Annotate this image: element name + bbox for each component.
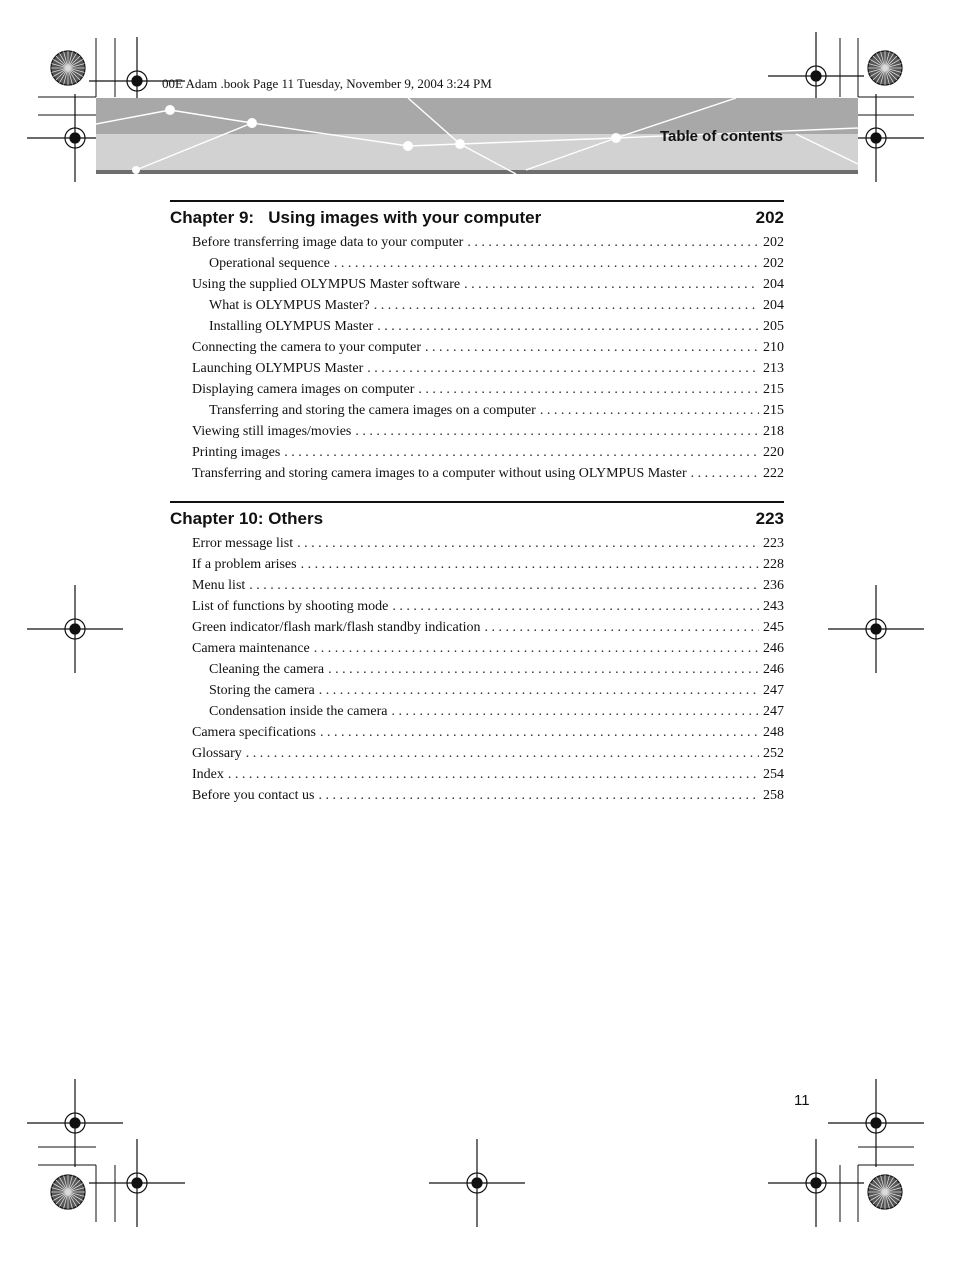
starburst-mark	[868, 1175, 902, 1209]
section-title: Table of contents	[659, 128, 783, 145]
toc-entry-page: 247	[763, 683, 784, 698]
chapter-heading	[170, 202, 784, 232]
toc-entry-title: Operational sequence	[209, 256, 330, 271]
dot-leader	[484, 617, 759, 638]
toc-entry	[170, 554, 784, 575]
toc-entry	[170, 764, 784, 785]
toc-entry	[170, 253, 784, 274]
toc-entry-title: Camera maintenance	[192, 641, 310, 656]
toc-entry-page: 202	[763, 256, 784, 271]
toc-entry	[170, 680, 784, 701]
toc-entry-title: What is OLYMPUS Master?	[209, 298, 370, 313]
toc-entry	[170, 379, 784, 400]
registration-mark	[429, 1139, 525, 1227]
dot-leader	[391, 701, 759, 722]
toc-entry-page: 236	[763, 578, 784, 593]
toc-entry	[170, 659, 784, 680]
toc-entry-title: Index	[192, 767, 224, 782]
toc-entry-page: 218	[763, 424, 784, 439]
toc-entry	[170, 701, 784, 722]
toc-entry	[170, 421, 784, 442]
toc-entry-title: Before you contact us	[192, 788, 315, 803]
toc-entries	[170, 232, 784, 484]
dot-leader	[319, 680, 759, 701]
toc-entry-page: 204	[763, 277, 784, 292]
toc-entry	[170, 316, 784, 337]
toc-entry	[170, 337, 784, 358]
dot-leader	[246, 743, 759, 764]
dot-leader	[367, 358, 759, 379]
toc-entry-title: Before transferring image data to your computer	[192, 235, 464, 250]
toc-entry-page: 223	[763, 536, 784, 551]
dot-leader	[392, 596, 759, 617]
toc-entry-page: 243	[763, 599, 784, 614]
registration-mark	[828, 1079, 924, 1167]
toc-entry-page: 254	[763, 767, 784, 782]
toc-entry	[170, 533, 784, 554]
toc-entry-page: 252	[763, 746, 784, 761]
toc-entry	[170, 617, 784, 638]
dot-leader	[374, 295, 759, 316]
registration-mark	[828, 585, 924, 673]
toc-entry	[170, 743, 784, 764]
toc-entry-page: 204	[763, 298, 784, 313]
toc-entry	[170, 232, 784, 253]
toc-entry-title: Green indicator/flash mark/flash standby indication	[192, 620, 481, 635]
toc-entry-title: Installing OLYMPUS Master	[209, 319, 374, 334]
dot-leader	[540, 400, 759, 421]
registration-mark	[89, 1139, 185, 1227]
toc-entry	[170, 358, 784, 379]
toc-entry-title: Viewing still images/movies	[192, 424, 352, 439]
toc-entry-page: 213	[763, 361, 784, 376]
toc-entry	[170, 638, 784, 659]
chapter-page: 223	[755, 509, 784, 528]
page-number: 11	[794, 1092, 810, 1109]
toc-entry-page: 246	[763, 662, 784, 677]
toc-entry	[170, 722, 784, 743]
toc-entry-title: Menu list	[192, 578, 246, 593]
toc-entry	[170, 274, 784, 295]
toc-entry-title: Printing images	[192, 445, 281, 460]
toc-entry-page: 215	[763, 403, 784, 418]
chapter-heading	[170, 503, 784, 533]
toc-entry	[170, 596, 784, 617]
toc-entry-page: 220	[763, 445, 784, 460]
dot-leader	[249, 575, 759, 596]
toc-entry-page: 215	[763, 382, 784, 397]
chapter-title: Chapter 9: Using images with your computer	[170, 208, 542, 227]
toc-entry-title: Camera specifications	[192, 725, 317, 740]
registration-mark	[27, 585, 123, 673]
dot-leader	[467, 232, 759, 253]
toc-entry-title: Using the supplied OLYMPUS Master software	[192, 277, 461, 292]
dot-leader	[314, 638, 759, 659]
toc-entry-title: If a problem arises	[192, 557, 297, 572]
starburst-mark	[868, 51, 902, 85]
toc-entry-title: Launching OLYMPUS Master	[192, 361, 364, 376]
dot-leader	[355, 421, 759, 442]
dot-leader	[328, 659, 759, 680]
toc-entry-title: Error message list	[192, 536, 294, 551]
chapter-title: Chapter 10: Others	[170, 509, 324, 528]
dot-leader	[691, 463, 759, 484]
toc-entry-title: Storing the camera	[209, 683, 315, 698]
toc-entry	[170, 400, 784, 421]
dot-leader	[297, 533, 759, 554]
toc-entry	[170, 575, 784, 596]
dot-leader	[228, 764, 759, 785]
toc-entry-page: 222	[763, 466, 784, 481]
dot-leader	[425, 337, 759, 358]
toc-entry-page: 228	[763, 557, 784, 572]
toc-entry	[170, 442, 784, 463]
toc-entry-title: Transferring and storing the camera images on a computer	[209, 403, 536, 418]
toc-entry-page: 210	[763, 340, 784, 355]
toc-entry-page: 258	[763, 788, 784, 803]
toc-entry-page: 245	[763, 620, 784, 635]
chapter-page: 202	[755, 208, 784, 227]
toc-entry-page: 247	[763, 704, 784, 719]
toc-entry	[170, 785, 784, 806]
toc-entry-page: 248	[763, 725, 784, 740]
toc-entry-page: 246	[763, 641, 784, 656]
registration-mark	[768, 1139, 864, 1227]
starburst-mark	[51, 1175, 85, 1209]
toc-entry-page: 202	[763, 235, 784, 250]
chapter-9	[170, 200, 784, 484]
file-slug: 00E Adam .book Page 11 Tuesday, November 9, 2004 3:24 PM	[162, 76, 492, 91]
dot-leader	[284, 442, 759, 463]
registration-mark	[27, 1079, 123, 1167]
dot-leader	[318, 785, 759, 806]
toc-entry-title: Transferring and storing camera images to a computer without using OLYMPUS Master	[192, 466, 687, 481]
toc-entry-title: Glossary	[192, 746, 242, 761]
toc-entry	[170, 463, 784, 484]
toc-entries	[170, 533, 784, 806]
toc-entry-title: Connecting the camera to your computer	[192, 340, 421, 355]
toc-entry-page: 205	[763, 319, 784, 334]
dot-leader	[418, 379, 759, 400]
toc-entry	[170, 295, 784, 316]
dot-leader	[464, 274, 759, 295]
toc-entry-title: Cleaning the camera	[209, 662, 325, 677]
chapter-10	[170, 501, 784, 806]
dot-leader	[301, 554, 759, 575]
toc-entry-title: Condensation inside the camera	[209, 704, 388, 719]
dot-leader	[334, 253, 759, 274]
toc-entry-title: List of functions by shooting mode	[192, 599, 389, 614]
dot-leader	[320, 722, 759, 743]
dot-leader	[377, 316, 759, 337]
starburst-mark	[51, 51, 85, 85]
toc-entry-title: Displaying camera images on computer	[192, 382, 415, 397]
